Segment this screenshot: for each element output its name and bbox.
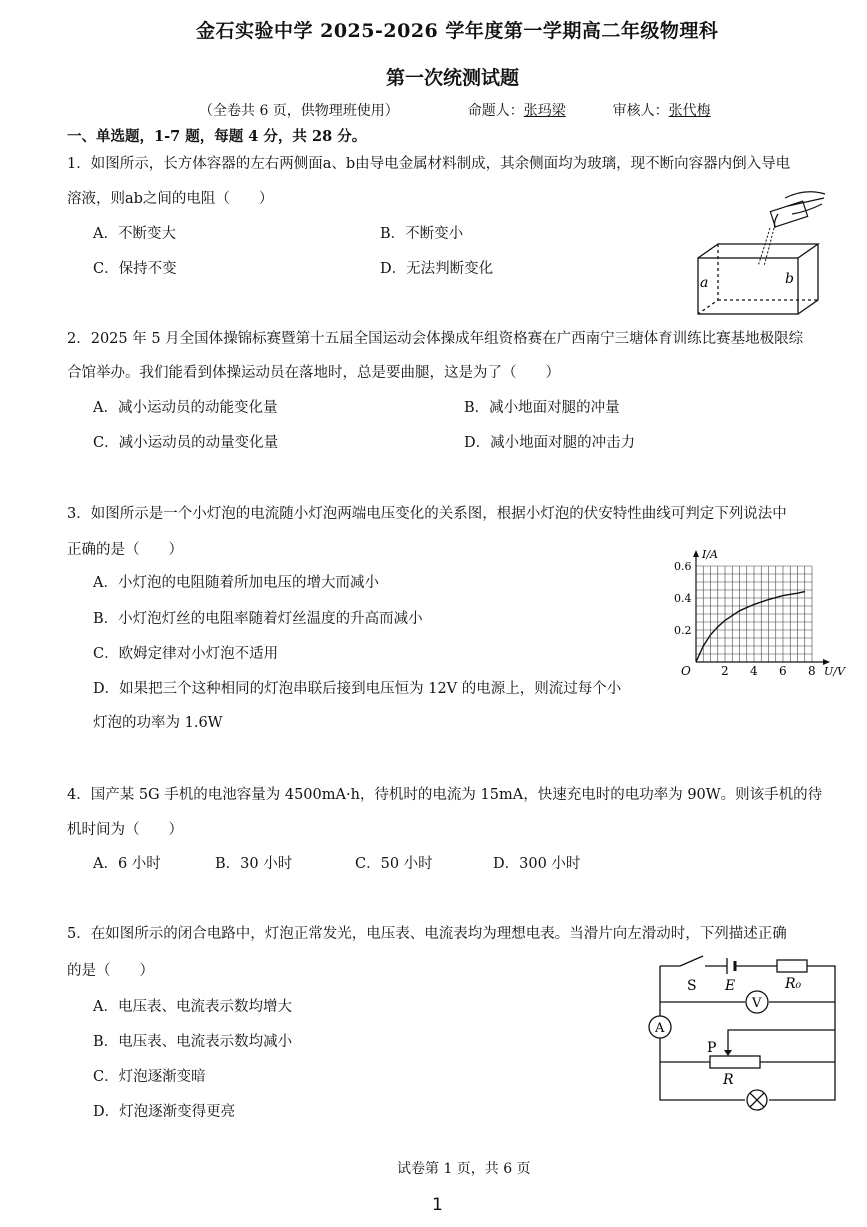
q5-option-b: B．电压表、电流表示数均减小 [93,1034,293,1050]
q2-option-b: B．减小地面对腿的冲量 [464,400,620,416]
x-tick-label: 4 [750,664,758,678]
question-4-text-cont: 机时间为（ ） [67,822,183,838]
q1-option-b: B．不断变小 [380,226,464,242]
q1-option-a: A．不断变大 [93,226,176,242]
question-1-text-cont: 溶液，则ab之间的电阻（ ） [67,191,274,207]
plate-a-label: a [700,275,709,291]
iv-series-line [696,592,805,662]
meta-author: 张玛梁 [523,103,566,119]
slider-arrow [724,1050,732,1056]
question-2-text: 2．2025 年 5 月全国体操锦标赛暨第十五届全国运动会体操成年组资格赛在广西南宁三塘体育训练比赛基地极限综 [67,331,804,347]
q4-option-d: D．300 小时 [493,856,581,872]
voltmeter [746,991,768,1013]
exam-subtitle: 第一次统测试题 [386,67,520,89]
resistor-r0 [777,960,807,972]
rheostat-r-label: R [723,1072,734,1088]
origin-label: O [681,664,691,678]
meta-reviewer-label: 审核人： [612,103,669,119]
voltmeter-label: V [752,996,762,1011]
page-footer: 试卷第 1 页，共 6 页 [397,1161,531,1177]
y-tick-label: 0.6 [674,560,692,573]
q4-option-b: B．30 小时 [215,856,293,872]
q3-option-d: D．如果把三个这种相同的灯泡串联后接到电压恒为 12V 的电源上，则流过每个小 [93,681,622,697]
y-tick-label: 0.2 [674,624,692,637]
emf-label: E [725,978,736,994]
section-heading: 一、单选题，1-7 题，每题 4 分，共 28 分。 [67,128,367,145]
q1-option-c: C．保持不变 [93,261,177,277]
question-3-text: 3．如图所示是一个小灯泡的电流随小灯泡两端电压变化的关系图，根据小灯泡的伏安特性曲线可判定下列说法中 [67,506,787,522]
container-box [698,244,818,314]
r0-label: R₀ [785,976,802,992]
x-tick-label: 2 [721,664,729,678]
q3-option-a: A．小灯泡的电阻随着所加电压的增大而减小 [93,575,379,591]
question-5-text: 5．在如图所示的闭合电路中，灯泡正常发光，电压表、电流表均为理想电表。当滑片向左滑动时，下列描述正确 [67,926,787,942]
plate-b-label: b [785,271,794,287]
q5-option-c: C．灯泡逐渐变暗 [93,1069,206,1085]
meta-pages: （全卷共 6 页，供物理班使用） [199,103,399,119]
y-axis-label: I/A [702,548,718,561]
question-5-text-cont: 的是（ ） [67,963,154,979]
q5-option-d: D．灯泡逐渐变得更亮 [93,1104,236,1120]
q1-option-d: D．无法判断变化 [380,261,494,277]
q2-option-a: A．减小运动员的动能变化量 [93,400,278,416]
question-4-text: 4．国产某 5G 手机的电池容量为 4500mA·h，待机时的电流为 15mA，快速充电时的电功率为 90W。则该手机的待 [67,787,823,803]
exam-title: 金石实验中学 2025-2026 学年度第一学期高二年级物理科 [196,20,719,42]
circuit-diagram [635,950,850,1115]
battery-symbol [727,958,735,974]
q5-option-a: A．电压表、电流表示数均增大 [93,999,292,1015]
question-1-text: 1．如图所示，长方体容器的左右两侧面a、b由导电金属材料制成，其余侧面均为玻璃，现不断向容器内倒入导电 [67,156,791,172]
y-tick-label: 0.4 [674,592,692,605]
lamp-symbol [747,1090,767,1110]
x-axis-label: U/V [824,665,845,678]
x-tick-label: 6 [779,664,787,678]
q2-option-d: D．减小地面对腿的冲击力 [464,435,636,451]
ammeter-label: A [655,1021,665,1036]
switch-label: S [687,978,697,994]
question-3-text-cont: 正确的是（ ） [67,542,183,558]
iv-curve-chart [668,538,848,680]
q2-option-c: C．减小运动员的动量变化量 [93,435,279,451]
container-figure [690,180,840,320]
y-axis-arrow [693,550,699,557]
meta-author-label: 命题人： [467,103,524,119]
q3-option-c: C．欧姆定律对小灯泡不适用 [93,646,279,662]
q4-option-c: C．50 小时 [355,856,433,872]
slider-p-label: P [707,1040,717,1056]
q3-option-d-cont: 灯泡的功率为 1.6W [93,715,223,731]
ammeter [649,1016,671,1038]
chart-grid [696,566,812,662]
pouring-hand-figure [770,192,825,228]
exam-meta [199,100,711,120]
meta-reviewer: 张代梅 [668,103,711,119]
q3-option-b: B．小灯泡灯丝的电阻率随着灯丝温度的升高而减小 [93,611,423,627]
liquid-stream [758,228,774,266]
x-tick-label: 8 [808,664,816,678]
question-2-text-cont: 合馆举办。我们能看到体操运动员在落地时，总是要曲腿，这是为了（ ） [67,365,560,381]
q4-option-a: A．6 小时 [93,856,161,872]
page-number: 1 [432,1195,443,1215]
